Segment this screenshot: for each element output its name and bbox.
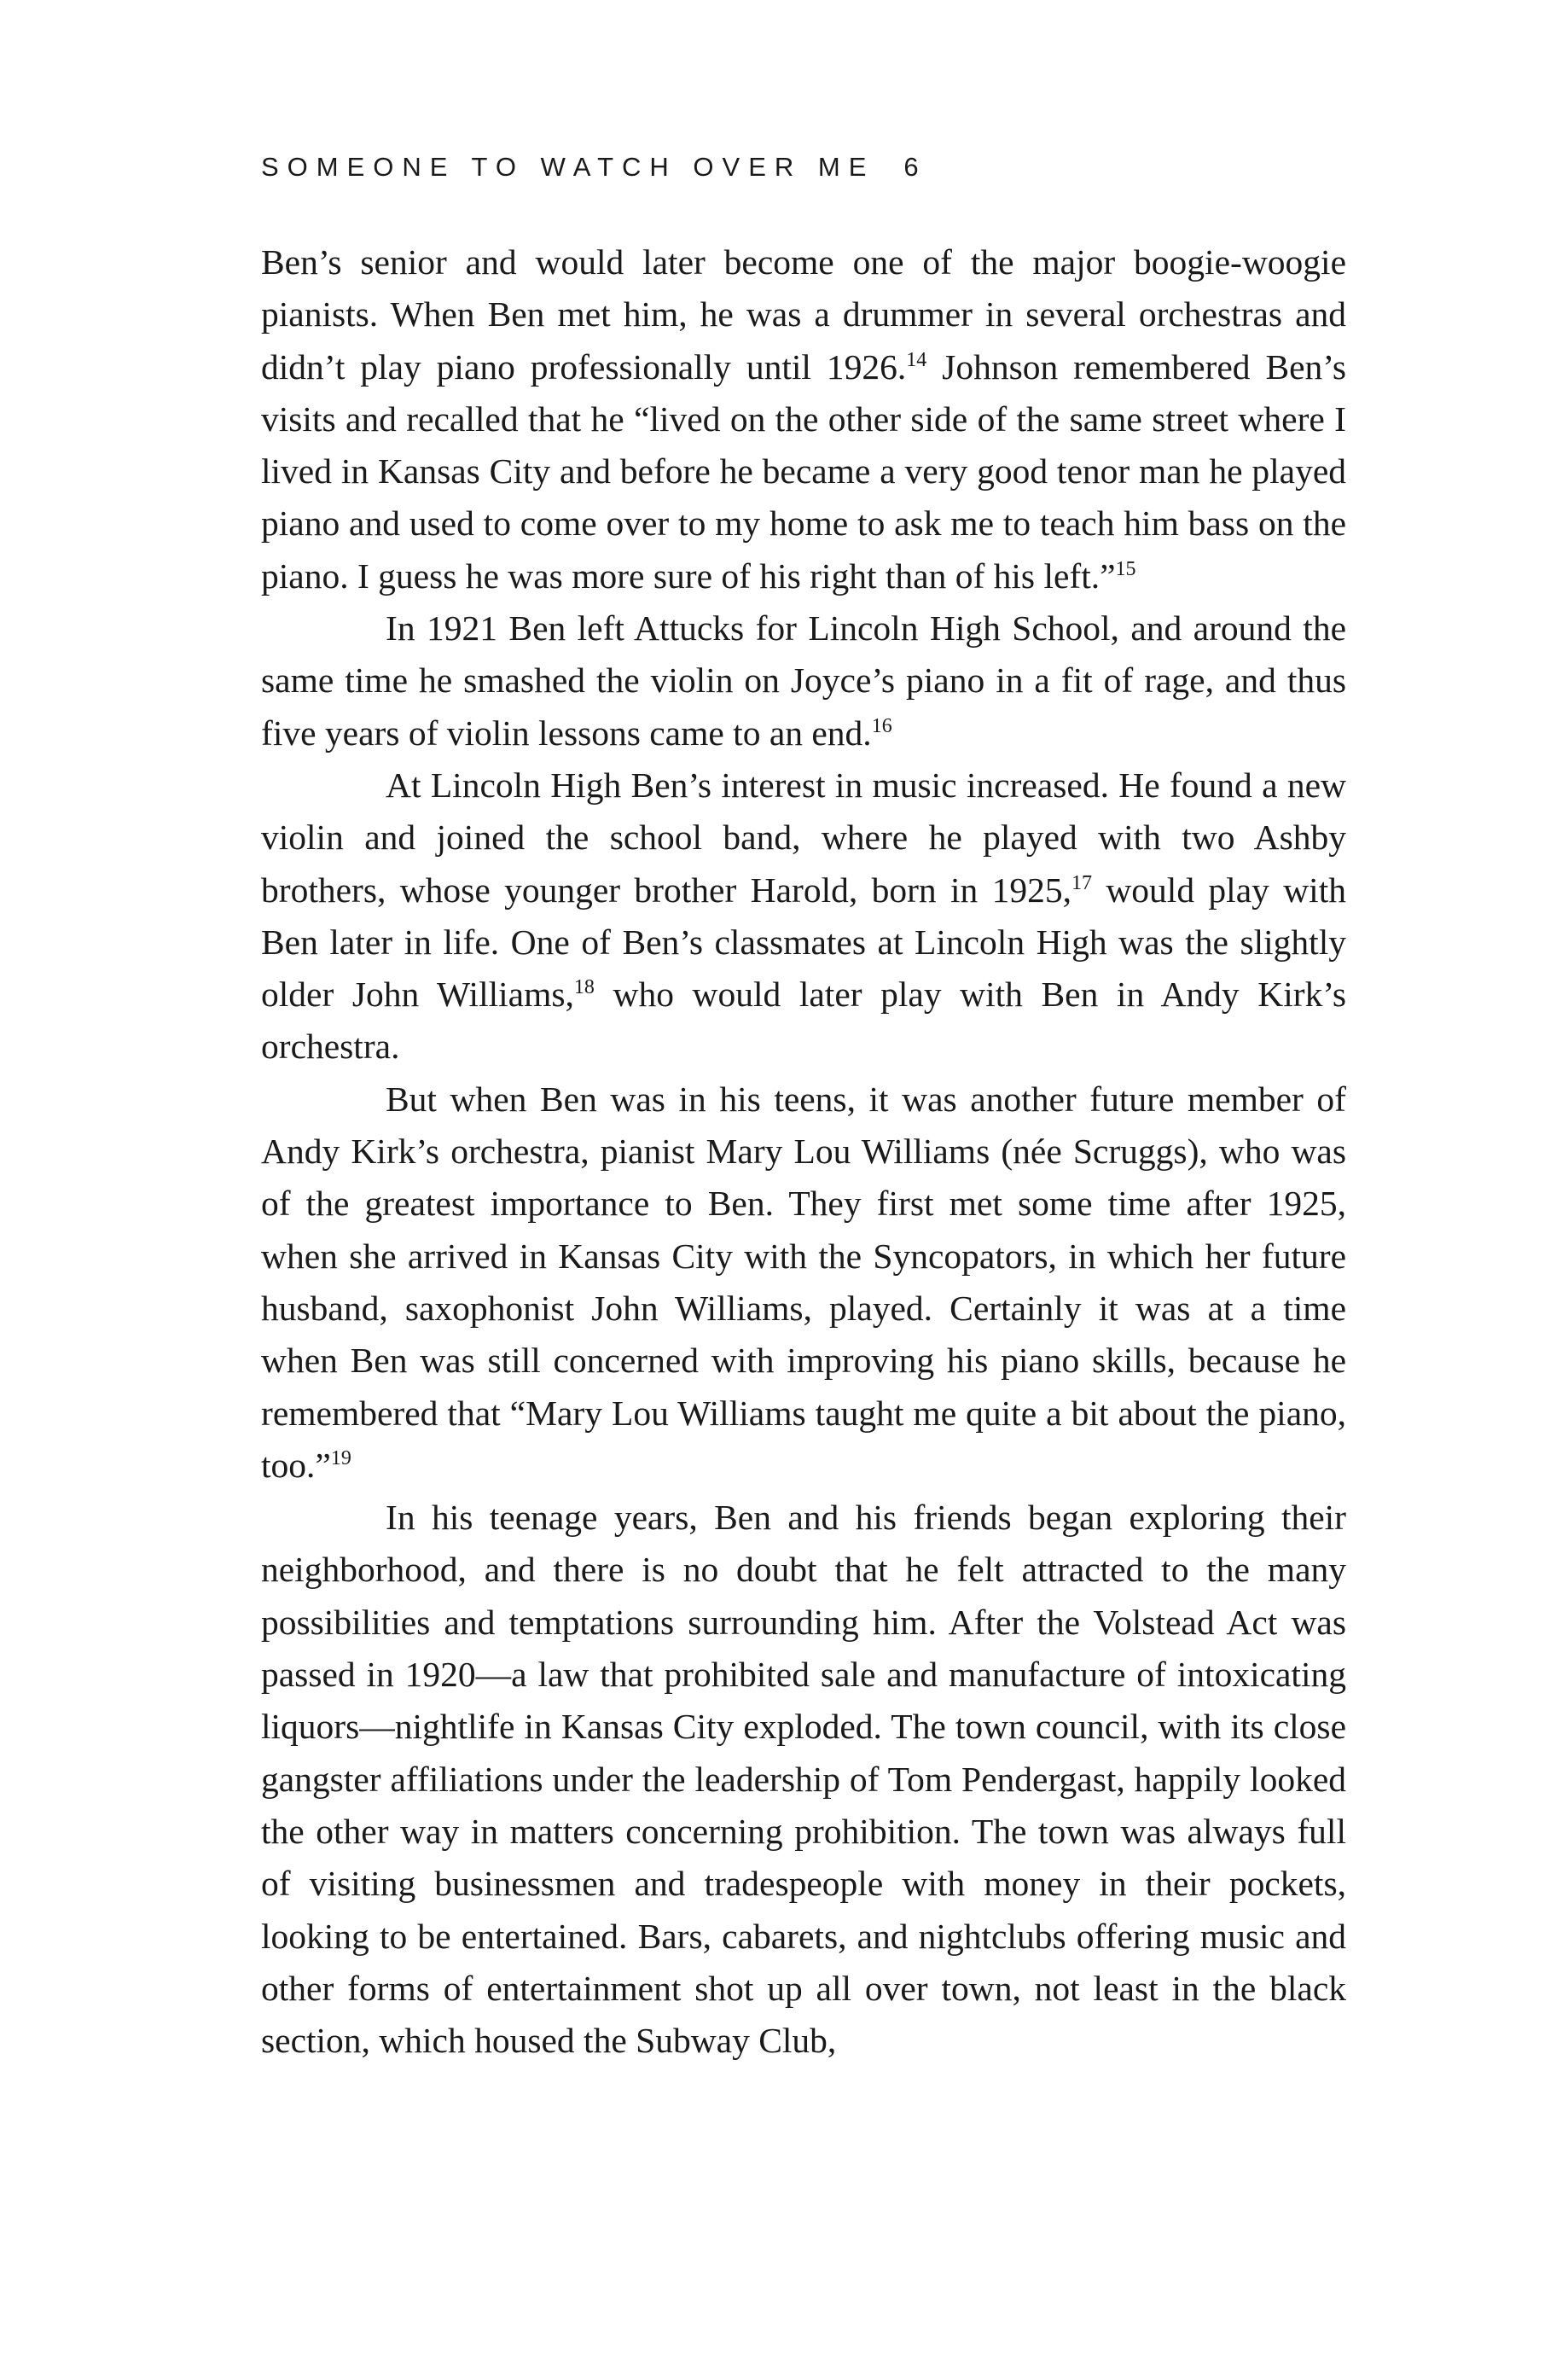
text-run: Johnson remembered Ben’s visits and recalled that he “lived on the other side of the same street where I lived in Kansas City and before he became a very good tenor man he played piano and used to come over to my home to ask me to teach him bass on the piano. I guess he was more sure of his right than of his left.” [261,346,1346,596]
text-run: would play with Ben later in life. One of Ben’s classmates at Lincoln High was the slightly older John Williams, [261,870,1346,1015]
footnote-ref: 16 [871,714,892,737]
page-number: 6 [903,152,927,182]
footnote-ref: 17 [1071,871,1092,894]
running-title: SOMEONE TO WATCH OVER ME [261,152,875,182]
body-text [261,236,1346,2067]
running-head [261,152,927,183]
footnote-ref: 15 [1115,557,1136,580]
paragraph [261,602,1346,759]
text-run: But when Ben was in his teens, it was another future member of Andy Kirk’s orchestra, pianist Mary Lou Williams (née Scruggs), who was of the greatest importance to Ben. They first met some time after 1925, when she arrived in Kansas City with the Syncopators, in which her future husband, saxophonist John Williams, played. Certainly it was at a time when Ben was still concerned with improving his piano skills, because he remembered that “Mary Lou Williams taught me quite a bit about the piano, too.” [261,1079,1346,1485]
footnote-ref: 19 [330,1446,351,1469]
text-run: Ben’s senior and would later become one of the major boogie-woogie pianists. When Ben met him, he was a drummer in several orchestras and didn’t play piano professionally until 1926. [261,242,1346,387]
paragraph [261,759,1346,1073]
footnote-ref: 18 [573,976,595,999]
text-run: who would later play with Ben in Andy Kirk’s orchestra. [261,975,1347,1067]
paragraph [261,236,1346,602]
text-run: In his teenage years, Ben and his friends began exploring their neighborhood, and there is no doubt that he felt attracted to the many possibilities and temptations surrounding him. After the Volstead Act was passed in 1920—a law that prohibited sale and manufacture of intoxicating liquors—nightlife in Kansas City exploded. The town council, with its close gangster affiliations under the leadership of Tom Pendergast, happily looked the other way in matters concerning prohibition. The town was always full of visiting businessmen and tradespeople with money in their pockets, looking to be entertained. Bars, cabarets, and nightclubs offering music and other forms of entertainment shot up all over town, not least in the black section, which housed the Subway Club, [261,1498,1346,2061]
paragraph [261,1492,1346,2067]
paragraph [261,1073,1346,1492]
text-run: In 1921 Ben left Attucks for Lincoln High School, and around the same time he smashed the violin on Joyce’s piano in a fit of rage, and thus five years of violin lessons came to an end. [261,608,1346,753]
footnote-ref: 14 [906,348,927,371]
text-run: At Lincoln High Ben’s interest in music increased. He found a new violin and joined the school band, where he played with two Ashby brothers, whose younger brother Harold, born in 1925, [261,765,1346,910]
